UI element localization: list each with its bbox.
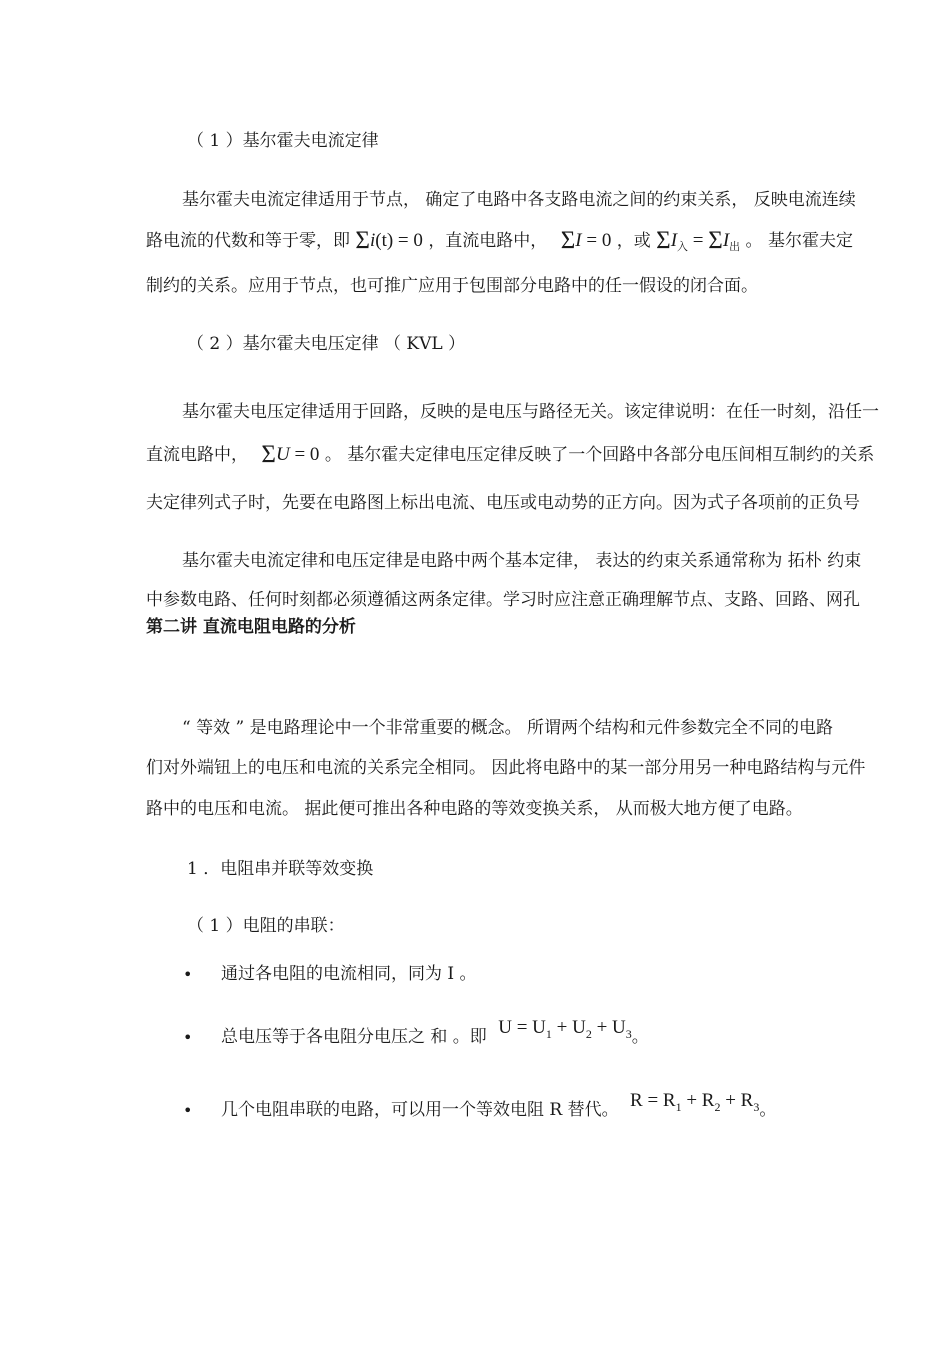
sigma-icon: Σ: [560, 227, 576, 254]
kvl-line-1: 基尔霍夫电压定律适用于回路，反映的是电压与路径无关。该定律说明：在任一时刻，沿任一: [182, 402, 879, 422]
section-heading-series: （ 1 ）电阻的串联：: [187, 916, 345, 936]
equiv-line-1: “ 等效 ” 是电路理论中一个非常重要的概念。 所谓两个结构和元件参数完全不同的电路: [182, 718, 833, 738]
equiv-line-2: 们对外端钮上的电压和电流的关系完全相同。 因此将电路中的某一部分用另一种电路结构与元件: [146, 758, 866, 778]
bullet-icon: •: [183, 1028, 193, 1047]
bullet-icon: •: [183, 1101, 193, 1120]
series-resistance-formula: $R = R_1 + R_2 + R_3$: [630, 1090, 760, 1114]
sigma-icon: Σ: [261, 441, 276, 468]
kvl-formula: ΣU = 0: [261, 441, 320, 468]
section-heading-kcl: （ 1 ）基尔霍夫电流定律: [187, 131, 379, 151]
kcl-formula-2: ΣI = 0: [560, 227, 612, 254]
section-heading-kvl: （ 2 ）基尔霍夫电压定律 （ KVL ）: [187, 334, 466, 354]
equiv-line-3: 路中的电压和电流。 据此便可推出各种电路的等效变换关系， 从而极大地方便了电路。: [146, 799, 803, 819]
kvl-line-3: 夫定律列式子时，先要在电路图上标出电流、电压或电动势的正方向。因为式子各项前的正负号: [146, 493, 860, 513]
series-voltage-formula: $U = U_1 + U_2 + U_3$: [498, 1017, 632, 1041]
kvl-line-2: 直流电路中， ΣU = 0 。 基尔霍夫定律电压定律反映了一个回路中各部分电压间相互制约的关系: [146, 441, 875, 468]
section-heading-series-parallel: 1 ．电阻串并联等效变换: [187, 859, 374, 879]
kcl-line-1: 基尔霍夫电流定律适用于节点， 确定了电路中各支路电流之间的约束关系， 反映电流连续: [182, 190, 856, 210]
kcl-formula-3: $\Sigma I_入 = \Sigma I_出$: [656, 227, 741, 254]
lecture-title: 第二讲 直流电阻电路的分析: [146, 617, 356, 637]
kcl-line-2: 路电流的代数和等于零，即 Σi(t) = 0 ，直流电路中， ΣI = 0 ，或 $\Sigma I_入 = \Sigma I_出$ 。 基尔霍夫定: [146, 227, 853, 254]
sigma-icon: Σ: [708, 227, 723, 254]
bullet-icon: •: [183, 965, 193, 984]
kcl-formula-1: Σi(t) = 0: [355, 227, 423, 254]
summary-line-2: 中参数电路、任何时刻都必须遵循这两条定律。学习时应注意正确理解节点、支路、回路、网孔: [146, 590, 860, 610]
sigma-icon: Σ: [656, 227, 671, 254]
kcl-line-3: 制约的关系。应用于节点，也可推广应用于包围部分电路中的任一假设的闭合面。: [146, 276, 758, 296]
summary-line-1: 基尔霍夫电流定律和电压定律是电路中两个基本定律， 表达的约束关系通常称为 拓朴 约束: [182, 551, 862, 571]
sigma-icon: Σ: [355, 227, 370, 254]
